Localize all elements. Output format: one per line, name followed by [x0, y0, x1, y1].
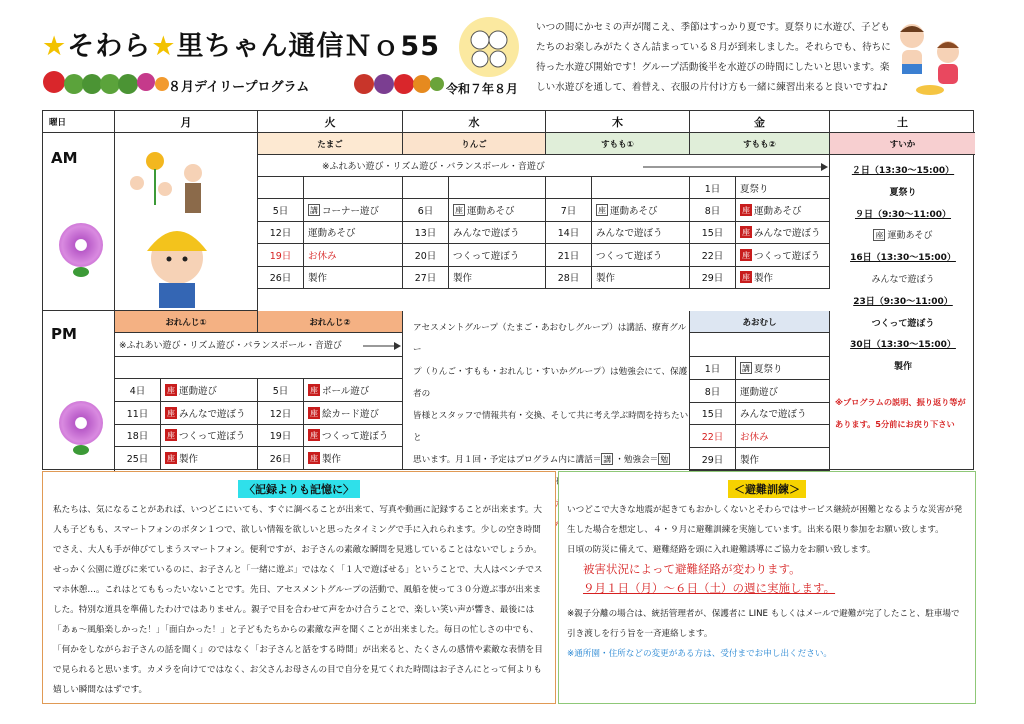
activity-cell: みんなで遊ぼう — [592, 222, 690, 244]
sat-item: 30日（13:30～15:00） — [850, 340, 956, 351]
date-cell: 25日 — [115, 447, 161, 470]
za-mark: 座 — [742, 250, 750, 260]
date-cell: 1日 — [690, 357, 736, 380]
pm-blank-row — [115, 357, 403, 379]
sat-item: ２日（13:30～15:00） — [851, 166, 955, 176]
za-mark: 座 — [875, 231, 884, 241]
date-cell: 13日 — [403, 222, 449, 244]
assessment-line: アセスメントグループ（たまご・あおむしグループ）は講話、療育グルー — [413, 323, 687, 355]
activity-cell: 座 つくって遊ぼう — [736, 244, 830, 266]
activity-cell: 講 コーナー遊び — [304, 199, 403, 221]
ben-mark: 勉 — [660, 455, 669, 464]
date-cell: 20日 — [403, 244, 449, 266]
activity-cell: 座 運動あそび — [449, 199, 546, 221]
day-label: 曜日 — [43, 111, 115, 133]
saturday-schedule — [831, 161, 975, 435]
assessment-line: プ（りんご・すもも・おれんじ・すいかグループ）は勉強会にて、保護者の — [413, 367, 688, 399]
activity-cell: 座 運動あそび — [736, 199, 830, 221]
za-mark: 座 — [742, 206, 750, 216]
za-mark: 座 — [167, 385, 175, 395]
records-title: 〈記録よりも記憶に〉 — [238, 480, 360, 498]
sat-item: 座 運動あそび — [875, 231, 933, 242]
records-body: 私たちは、気になることがあれば、いつどこにいても、すぐに調べることが出来て、写真や動画に記録することが出来ます。大人も子どもも、スマートフォンのボタン１つで、欲しい情報を欲しいと思ったタイミングで手に入れられます。少しの空き時間でさえ、大人も手が伸びてしまうスマートフォン。便利ですが、お子さんの素敵な瞬間を見逃していることはないでしょうか。せっかく公園に遊びに来ているのに、お子さんと「一緒に遊ぶ」ではなく「１人で遊ばせる」ということで、大人はベンチでスマホ休憩…。これはとてももったいないことです。先日、アセスメントグループの活動で、風船を使って３０分遊ぶ事が出来ました。特別な道具を準備したわけではありません。親子で目を合わせて声をかけ合うことで、楽しい笑い声が響き、最後には「あぁ～風船楽しかった！」「面白かった！」と子どもたちからの素敵な声を聞くことが出来ました。毎日の忙しさの中でも、「何かをしながらお子さんの話を聞く」のではなく「お子さんと話をする時間」が出来ると、たくさんの感情や素敵な表情を目で見られると思います。カメラを向けてではなく、お父さんお母さんの目で自分を見てくれた時間はお子さんにとって何よりも嬉しい瞬間なはずです。 — [53, 505, 543, 695]
activity-cell: 座 製作 — [304, 447, 403, 470]
drill-p3: ※親子分離の場合は、統括管理者が、保護者に LINE もしくはメールで避難が完了したこと、駐車場で引き渡しを行う旨を一斉連絡します。 — [567, 609, 960, 639]
activity-cell: つくって遊ぼう — [592, 244, 690, 266]
activity-cell: 製作 — [449, 267, 546, 289]
date-cell: 5日 — [258, 379, 304, 402]
date-cell: 29日 — [690, 448, 736, 471]
leaf-icon — [73, 267, 89, 277]
activity-cell: 運動あそび — [304, 222, 403, 244]
morning-glory-icon — [59, 401, 103, 445]
activity-cell — [304, 177, 403, 199]
date-cell: 26日 — [258, 447, 304, 470]
pm-fri-blank — [690, 333, 830, 357]
activity-cell: 座 つくって遊ぼう — [304, 425, 403, 448]
activity-cell: 座 製作 — [736, 267, 830, 289]
group-aomushi: あおむし — [690, 311, 830, 333]
am-label-cell — [43, 133, 115, 311]
za-mark: 座 — [742, 228, 750, 238]
activity-cell — [592, 177, 690, 199]
activity-cell: 製作 — [592, 267, 690, 289]
date-cell — [546, 177, 592, 199]
drill-p4: ※通所園・住所などの変更がある方は、受付までお申し出ください。 — [567, 649, 833, 659]
date-cell: 8日 — [690, 199, 736, 221]
za-mark: 座 — [310, 431, 318, 441]
program-subtitle: ８月デイリープログラム — [168, 80, 310, 95]
assessment-line: 皆様とスタッフで情報共有・交換、そして共に考え学ぶ時間を持ちたいと — [413, 411, 689, 443]
sat-item: 23日（9:30～11:00） — [853, 296, 953, 307]
activity-cell: お休み — [736, 425, 830, 448]
morning-glory-icon — [59, 223, 103, 267]
intro-text: いつの間にかセミの声が聞こえ、季節はすっかり夏です。夏祭りに水遊び、子どもたちのお楽しみがたくさん詰まっている８月が到来しました。それらでも、待ちに待った水遊び開始です！グループ活動後半を水遊びの時間にしたいと思います。楽しい水遊びを通して、着替え、衣服の片付け方も一緒に練習出来ると良いですね♪ — [536, 22, 891, 93]
date-cell — [258, 177, 304, 199]
group-sumomo2: すもも② — [690, 133, 830, 155]
fruit-faces-illustration — [452, 16, 526, 78]
pm-arrow — [363, 340, 401, 352]
am-label: AM — [51, 149, 78, 167]
sat-item: 16日（13:30～15:00） — [850, 253, 956, 264]
drill-title: ＜避難訓練＞ — [728, 480, 806, 498]
activity-cell: 座 みんなで遊ぼう — [736, 222, 830, 244]
za-mark: 座 — [167, 431, 175, 441]
pm-label-cell — [43, 311, 115, 471]
za-mark: 座 — [310, 385, 318, 395]
activity-cell: つくって遊ぼう — [449, 244, 546, 266]
activity-cell: 座 絵カード遊び — [304, 402, 403, 425]
date-cell: 15日 — [690, 222, 736, 244]
issue-date: 令和７年８月 — [446, 82, 519, 96]
group-suika: すいか — [830, 133, 975, 155]
fruits-illustration — [352, 66, 444, 100]
activity-cell: お休み — [304, 244, 403, 266]
group-orange1: おれんじ① — [115, 311, 258, 333]
pm-common-activities — [115, 333, 403, 357]
date-cell: 5日 — [258, 199, 304, 221]
date-cell: 18日 — [115, 425, 161, 448]
day-wed: 水 — [403, 111, 546, 133]
activity-cell: みんなで遊ぼう — [736, 403, 830, 426]
activity-cell: 座 つくって遊ぼう — [161, 425, 258, 448]
sat-item: ９日（9:30～11:00） — [854, 209, 952, 220]
za-mark: 座 — [598, 206, 606, 216]
date-cell: 1日 — [690, 177, 736, 199]
activity-cell: 座 運動あそび — [592, 199, 690, 221]
drill-route-notice: 被害状況によって避難経路が変わります。 — [583, 562, 801, 576]
date-cell: 19日 — [258, 425, 304, 448]
date-cell: 4日 — [115, 379, 161, 402]
group-sumomo1: すもも① — [546, 133, 690, 155]
day-thu: 木 — [546, 111, 690, 133]
drill-date-notice: ９月１日（月）～６日（土）の週に実施します。 — [583, 581, 836, 595]
ko-mark: 講 — [742, 363, 750, 373]
date-cell: 8日 — [690, 380, 736, 403]
children-illustration — [115, 133, 255, 308]
activity-cell: 座 みんなで遊ぼう — [161, 402, 258, 425]
date-cell: 14日 — [546, 222, 592, 244]
day-tue: 火 — [258, 111, 403, 133]
assessment-line: 思います。月１回・予定はプログラム内に講話＝ 講 ・勉強会＝ 勉 — [413, 455, 669, 465]
kids-swimming-illustration — [890, 18, 970, 98]
date-cell: 6日 — [403, 199, 449, 221]
activity-cell: 座 ボール遊び — [304, 379, 403, 402]
caterpillar-illustration — [40, 62, 170, 100]
day-mon: 月 — [115, 111, 258, 133]
activity-cell: 座 製作 — [161, 447, 258, 470]
activity-cell: 製作 — [304, 267, 403, 289]
date-cell — [403, 177, 449, 199]
sat-note: ※プログラムの説明、振り返り等があります。5分前にお戻り下さい — [835, 396, 966, 429]
date-cell: 7日 — [546, 199, 592, 221]
date-cell: 12日 — [258, 402, 304, 425]
records-box — [42, 471, 556, 704]
date-cell: 28日 — [546, 267, 592, 289]
za-mark: 座 — [455, 206, 463, 216]
activity-cell: 講 夏祭り — [736, 357, 830, 380]
pm-common-text: ※ふれあい遊び・リズム遊び・バランスボール・音遊び — [119, 341, 342, 351]
assessment-info — [403, 311, 690, 471]
activity-cell — [449, 177, 546, 199]
za-mark: 座 — [167, 408, 175, 418]
sat-item: みんなで遊ぼう — [871, 274, 935, 285]
leaf-icon — [73, 445, 89, 455]
date-cell: 27日 — [403, 267, 449, 289]
za-mark: 座 — [742, 273, 750, 283]
am-arrow — [643, 161, 828, 173]
sat-item: 夏祭り — [889, 187, 917, 198]
date-cell: 26日 — [258, 267, 304, 289]
drill-p2: 日頃の防災に備えて、避難経路を頭に入れ避難誘導にご協力をお願い致します。 — [567, 545, 876, 555]
date-cell: 29日 — [690, 267, 736, 289]
sat-item: 製作 — [893, 362, 912, 373]
program-table — [42, 110, 974, 470]
activity-cell: みんなで遊ぼう — [449, 222, 546, 244]
activity-cell: 運動遊び — [736, 380, 830, 403]
za-mark: 座 — [310, 454, 318, 464]
date-cell: 21日 — [546, 244, 592, 266]
activity-cell: 製作 — [736, 448, 830, 471]
date-cell: 19日 — [258, 244, 304, 266]
day-sat: 土 — [830, 111, 975, 133]
date-cell: 12日 — [258, 222, 304, 244]
activity-cell: 夏祭り — [736, 177, 830, 199]
newsletter-title: ★そわら★里ちゃん通信Ｎｏ55 — [42, 31, 441, 62]
date-cell: 11日 — [115, 402, 161, 425]
drill-p1: いつどこで大きな地震が起きてもおかしくないとそわらではサービス継続が困難となるような災害が発生した場合を想定し、４・９月に避難訓練を実施しています。出来る限り参加をお願い致します。 — [567, 505, 963, 535]
group-ringo: りんご — [403, 133, 546, 155]
am-common-text: ※ふれあい遊び・リズム遊び・バランスボール・音遊び — [322, 162, 545, 172]
date-cell: 15日 — [690, 403, 736, 426]
ko-mark: 講 — [310, 206, 318, 216]
ko-mark: 講 — [603, 455, 612, 464]
sat-item: つくって遊ぼう — [871, 318, 935, 329]
date-cell: 22日 — [690, 425, 736, 448]
pm-label: PM — [51, 325, 77, 343]
mon-am-cell — [115, 133, 258, 311]
date-cell: 22日 — [690, 244, 736, 266]
evacuation-box — [558, 471, 976, 704]
day-fri: 金 — [690, 111, 830, 133]
za-mark: 座 — [310, 408, 318, 418]
activity-cell: 座 運動遊び — [161, 379, 258, 402]
group-tamago: たまご — [258, 133, 403, 155]
za-mark: 座 — [167, 454, 175, 464]
group-orange2: おれんじ② — [258, 311, 403, 333]
